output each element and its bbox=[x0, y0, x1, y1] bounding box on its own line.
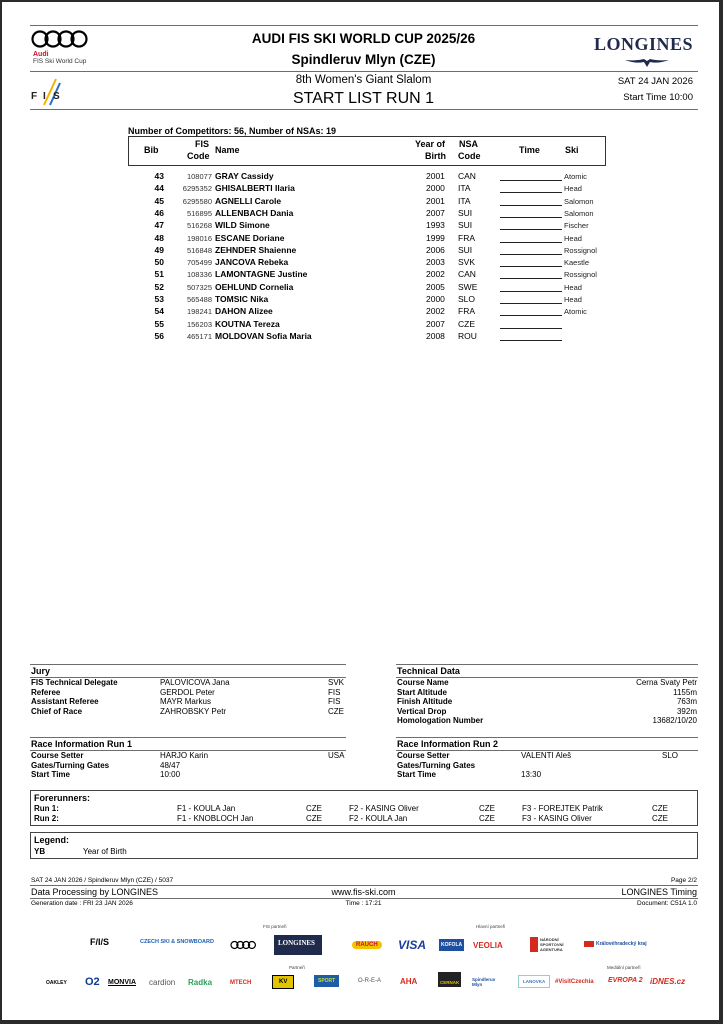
bib: 48 bbox=[154, 232, 164, 243]
time-blank-line bbox=[500, 331, 562, 341]
col-name: Name bbox=[215, 145, 240, 155]
sponsor-kv: KV bbox=[272, 975, 294, 989]
sponsor-lanovka: LANOVKA bbox=[518, 975, 550, 988]
athlete-name: AGNELLI Carole bbox=[215, 195, 282, 206]
jury-label: FIS Technical Delegate bbox=[31, 678, 118, 687]
table-row bbox=[128, 282, 606, 294]
nsa-code: CAN bbox=[458, 171, 476, 181]
forerunner-f2: F2 - KASING Oliver bbox=[349, 804, 419, 813]
time-blank-line bbox=[500, 257, 562, 267]
table-row bbox=[128, 306, 606, 318]
footer-timing: LONGINES Timing bbox=[621, 887, 697, 897]
table-row bbox=[128, 171, 606, 183]
footer-reference: SAT 24 JAN 2026 / Spindleruv Mlyn (CZE) / 5037 bbox=[31, 877, 174, 884]
sponsor-sport: SPORT bbox=[314, 975, 339, 987]
nsa-code: SUI bbox=[458, 244, 473, 255]
ski-brand: Head bbox=[564, 295, 582, 304]
sponsor-cardion: cardion bbox=[149, 978, 176, 987]
technical-value: Cerna Svaty Petr bbox=[636, 678, 697, 687]
year-of-birth: 2006 bbox=[426, 244, 445, 255]
longines-logo: LONGINES bbox=[593, 34, 693, 54]
legend-box bbox=[30, 832, 698, 859]
technical-title: Technical Data bbox=[397, 666, 460, 676]
bib: 56 bbox=[154, 330, 164, 341]
technical-label: Finish Altitude bbox=[397, 697, 453, 707]
time-blank-line bbox=[500, 319, 562, 329]
run1-label: Course Setter bbox=[31, 751, 84, 760]
forerunner-f2-nation: CZE bbox=[479, 814, 495, 823]
nsa-code: SVK bbox=[458, 257, 476, 268]
table-row bbox=[128, 319, 606, 331]
fis-code: 705499 bbox=[186, 258, 212, 268]
ski-brand: Rossignol bbox=[564, 270, 597, 280]
jury-nation: FIS bbox=[328, 687, 341, 697]
time-blank-line bbox=[500, 269, 562, 279]
footer-page: Page 2/2 bbox=[670, 877, 697, 884]
athlete-name: GRAY Cassidy bbox=[215, 171, 274, 181]
athlete-name: GHISALBERTI Ilaria bbox=[215, 183, 295, 194]
jury-label: Chief of Race bbox=[31, 706, 83, 716]
year-of-birth: 2002 bbox=[426, 269, 445, 280]
fis-code: 516268 bbox=[186, 221, 212, 231]
run1-label: Start Time bbox=[31, 770, 70, 780]
run1-label: Gates/Turning Gates bbox=[31, 760, 110, 770]
athlete-name: DAHON Alizee bbox=[215, 306, 273, 317]
sponsor-radka: Radka bbox=[188, 978, 213, 987]
forerunners-title: Forerunners: bbox=[34, 793, 91, 803]
bib: 54 bbox=[154, 306, 164, 317]
forerunner-f2: F2 - KOULA Jan bbox=[349, 814, 408, 823]
legend-desc: Year of Birth bbox=[83, 847, 127, 856]
header-top-rule bbox=[30, 25, 698, 26]
fis-partners-caption: FIS partneři bbox=[263, 924, 287, 929]
year-of-birth: 1993 bbox=[426, 220, 445, 231]
ski-brand: Fischer bbox=[564, 221, 589, 231]
time-blank-line bbox=[500, 233, 562, 243]
sponsor-nsa: NÁRODNÍ SPORTOVNÍ AGENTURA bbox=[530, 937, 570, 952]
jury-name: GERDOL Peter bbox=[160, 687, 215, 697]
run2-label: Start Time bbox=[397, 770, 436, 780]
technical-label: Course Name bbox=[397, 678, 449, 687]
forerunner-f1-nation: CZE bbox=[306, 814, 322, 823]
table-row bbox=[128, 196, 606, 208]
athlete-name: KOUTNA Tereza bbox=[215, 318, 280, 329]
run1-value: HARJO Karin bbox=[160, 751, 209, 760]
sponsor-fis-logo: F/I/S bbox=[90, 937, 110, 947]
jury-nation: SVK bbox=[328, 678, 345, 687]
fis-code: 108336 bbox=[186, 270, 212, 280]
bib: 44 bbox=[154, 183, 164, 194]
ski-brand: Head bbox=[564, 282, 582, 292]
athlete-name: ALLENBACH Dania bbox=[215, 207, 294, 218]
fis-code: 565488 bbox=[186, 295, 212, 304]
header-mid-rule bbox=[30, 71, 698, 72]
footer-time: Time : 17:21 bbox=[345, 900, 382, 907]
technical-value: 392m bbox=[676, 706, 697, 716]
sponsor-veolia: VEOLIA bbox=[473, 941, 503, 950]
run2-label: Gates/Turning Gates bbox=[397, 760, 476, 770]
year-of-birth: 2008 bbox=[426, 330, 445, 341]
bib: 55 bbox=[154, 318, 164, 329]
time-blank-line bbox=[500, 282, 562, 292]
svg-text:S: S bbox=[53, 91, 60, 102]
jury-rule-top bbox=[30, 664, 346, 665]
run1-nation: USA bbox=[328, 751, 345, 760]
forerunner-run-label: Run 2: bbox=[34, 814, 59, 823]
athlete-name: WILD Simone bbox=[215, 220, 270, 231]
nsa-code: FRA bbox=[458, 306, 475, 317]
jury-nation: FIS bbox=[328, 697, 341, 707]
bib: 49 bbox=[154, 244, 164, 255]
table-row bbox=[128, 220, 606, 232]
sponsor-oakley: OAKLEY bbox=[46, 980, 67, 986]
col-bib: Bib bbox=[144, 145, 159, 155]
fis-code: 198016 bbox=[186, 233, 212, 243]
year-of-birth: 2000 bbox=[426, 294, 445, 304]
header-bottom-rule bbox=[30, 109, 698, 110]
partners-caption: Partneři bbox=[289, 965, 305, 970]
sponsor-longines: LONGINES bbox=[274, 935, 322, 955]
table-row bbox=[128, 331, 606, 343]
year-of-birth: 2002 bbox=[426, 306, 445, 317]
sponsor-spindleruv-mlyn: Spindleruv Mlyn bbox=[472, 977, 496, 987]
audi-brand-text: Audi bbox=[33, 51, 49, 58]
run2-value: VALENTI Aleš bbox=[521, 751, 572, 760]
col-nsa-1: NSA bbox=[459, 139, 479, 149]
footer-rule-top bbox=[30, 885, 698, 886]
forerunners-box bbox=[30, 790, 698, 826]
ski-brand: Atomic bbox=[564, 307, 587, 317]
col-time: Time bbox=[519, 145, 540, 155]
sponsor-mtech: MTECH bbox=[230, 980, 252, 986]
sponsor-monvia: MONVIA bbox=[108, 979, 136, 986]
svg-text:F: F bbox=[31, 91, 38, 102]
fis-code: 507325 bbox=[186, 282, 212, 292]
sponsor-visit-czechia: #VisitCzechia bbox=[555, 979, 594, 985]
nsa-code: ITA bbox=[458, 183, 471, 194]
time-blank-line bbox=[500, 294, 562, 304]
sponsor-visa: VISA bbox=[398, 938, 427, 952]
table-row bbox=[128, 245, 606, 257]
ski-brand: Head bbox=[564, 233, 582, 243]
race-start-time: Start Time 10:00 bbox=[623, 92, 693, 103]
bib: 47 bbox=[154, 220, 164, 231]
bib: 46 bbox=[154, 207, 164, 218]
nsa-code: SUI bbox=[458, 220, 473, 231]
bib: 51 bbox=[154, 269, 164, 280]
main-partners-caption: Hlavní partneři bbox=[476, 924, 506, 929]
run1-rule-top bbox=[30, 737, 346, 738]
sponsor-idnes: iDNES.cz bbox=[650, 977, 686, 986]
sponsor-cernak: CERNAK bbox=[438, 972, 461, 987]
sponsor-o2: O2 bbox=[85, 976, 100, 988]
technical-section bbox=[397, 678, 697, 726]
time-blank-line bbox=[500, 220, 562, 230]
table-row bbox=[128, 257, 606, 269]
fis-code: 156203 bbox=[186, 319, 212, 329]
time-blank-line bbox=[500, 196, 562, 206]
start-list-page bbox=[2, 2, 719, 1020]
nsa-code: ITA bbox=[458, 195, 471, 206]
jury-name: PALOVICOVA Jana bbox=[160, 678, 230, 687]
bib: 50 bbox=[154, 257, 164, 268]
forerunners-run2 bbox=[34, 814, 694, 824]
jury-label: Assistant Referee bbox=[31, 697, 99, 707]
nsa-code: SUI bbox=[458, 207, 473, 218]
sponsor-evropa2: EVROPA 2 bbox=[608, 977, 643, 984]
technical-label: Homologation Number bbox=[397, 716, 484, 726]
table-row bbox=[128, 233, 606, 245]
forerunner-run-label: Run 1: bbox=[34, 804, 59, 813]
race-name: 8th Women's Giant Slalom bbox=[295, 74, 432, 86]
media-partners-caption: Mediální partneři bbox=[607, 965, 641, 970]
athlete-name: LAMONTAGNE Justine bbox=[215, 269, 308, 280]
nsa-code: ROU bbox=[458, 330, 477, 341]
fis-code: 516848 bbox=[186, 245, 212, 255]
technical-value: 13682/10/20 bbox=[652, 716, 697, 726]
forerunner-f1-nation: CZE bbox=[306, 804, 322, 813]
race-date: SAT 24 JAN 2026 bbox=[617, 76, 693, 87]
forerunner-f1: F1 - KNOBLOCH Jan bbox=[177, 814, 254, 823]
athlete-name: MOLDOVAN Sofia Maria bbox=[215, 330, 312, 341]
forerunner-f3-nation: CZE bbox=[652, 814, 668, 823]
ski-brand: Kaestle bbox=[564, 258, 590, 268]
time-blank-line bbox=[500, 245, 562, 255]
forerunner-f2-nation: CZE bbox=[479, 804, 495, 813]
footer-document: Document: C51A 1.0 bbox=[637, 900, 697, 907]
forerunners-run1 bbox=[34, 804, 694, 814]
forerunner-f3-nation: CZE bbox=[652, 804, 668, 813]
nsa-code: FRA bbox=[458, 232, 475, 243]
year-of-birth: 2001 bbox=[426, 195, 445, 206]
time-blank-line bbox=[500, 208, 562, 218]
sponsor-czech-ski: CZECH SKI & SNOWBOARD bbox=[140, 939, 214, 945]
fis-code: 6295580 bbox=[182, 196, 212, 206]
competitor-summary: Number of Competitors: 56, Number of NSAs: 19 bbox=[128, 126, 337, 136]
technical-label: Vertical Drop bbox=[397, 706, 447, 716]
forerunner-f3: F3 - FOREJTEK Patrik bbox=[522, 804, 603, 813]
footer-generation-date: Generation date : FRI 23 JAN 2026 bbox=[31, 900, 133, 907]
year-of-birth: 2001 bbox=[426, 171, 445, 181]
fis-code: 198241 bbox=[186, 307, 212, 317]
legend-key: YB bbox=[34, 847, 46, 856]
run2-nation: SLO bbox=[662, 751, 679, 760]
jury-section bbox=[31, 678, 347, 716]
col-yob-2: Birth bbox=[425, 151, 446, 161]
sponsor-rauch: RAUCH bbox=[352, 941, 382, 949]
sponsor-kralovehradecky: Královéhradecký kraj bbox=[584, 941, 647, 947]
bib: 43 bbox=[154, 171, 164, 181]
jury-name: MAYR Markus bbox=[160, 697, 211, 707]
footer-website[interactable]: www.fis-ski.com bbox=[331, 887, 396, 897]
sponsor-aha: AHA bbox=[400, 977, 418, 986]
ski-brand: Head bbox=[564, 184, 582, 194]
run2-value: 13:30 bbox=[521, 770, 542, 780]
time-blank-line bbox=[500, 171, 562, 181]
athlete-name: JANCOVA Rebeka bbox=[215, 257, 289, 268]
table-row bbox=[128, 183, 606, 195]
year-of-birth: 2007 bbox=[426, 318, 445, 329]
document-title: START LIST RUN 1 bbox=[292, 90, 435, 107]
fis-code: 6295352 bbox=[182, 184, 212, 194]
run2-label: Course Setter bbox=[397, 751, 450, 760]
col-yob-1: Year of bbox=[415, 139, 446, 149]
col-fis-code-2: Code bbox=[187, 151, 210, 161]
year-of-birth: 2005 bbox=[426, 281, 445, 292]
run2-section bbox=[397, 751, 697, 780]
bib: 52 bbox=[154, 281, 164, 292]
athlete-name: ZEHNDER Shaienne bbox=[215, 244, 297, 255]
event-title: AUDI FIS SKI WORLD CUP 2025/26 bbox=[251, 31, 476, 46]
run2-title: Race Information Run 2 bbox=[397, 739, 499, 749]
ski-brand: Salomon bbox=[564, 208, 594, 218]
fis-code: 516895 bbox=[186, 208, 212, 218]
nsa-code: CZE bbox=[458, 318, 475, 329]
fis-code: 108077 bbox=[186, 172, 212, 181]
technical-label: Start Altitude bbox=[397, 687, 447, 697]
sponsor-kofola: KOFOLA bbox=[439, 939, 464, 951]
table-row bbox=[128, 294, 606, 306]
time-blank-line bbox=[500, 183, 562, 193]
time-blank-line bbox=[500, 306, 562, 316]
technical-rule-top bbox=[396, 664, 698, 665]
ski-brand: Salomon bbox=[564, 196, 594, 206]
nsa-code: SWE bbox=[458, 281, 478, 292]
athlete-name: ESCANE Doriane bbox=[215, 232, 285, 243]
col-nsa-2: Code bbox=[458, 151, 481, 161]
col-fis-code-1: FIS bbox=[195, 139, 210, 149]
ski-brand: Atomic bbox=[564, 172, 587, 181]
jury-label: Referee bbox=[31, 687, 61, 697]
nsa-code: CAN bbox=[458, 269, 476, 280]
legend-title: Legend: bbox=[34, 835, 69, 845]
forerunner-f1: F1 - KOULA Jan bbox=[177, 804, 236, 813]
svg-text:I: I bbox=[43, 91, 46, 102]
athlete-name: TOMSIC Nika bbox=[215, 294, 269, 304]
year-of-birth: 2000 bbox=[426, 183, 445, 194]
jury-name: ZAHROBSKY Petr bbox=[160, 706, 227, 716]
sponsor-audi-icon bbox=[230, 937, 256, 955]
athlete-name: OEHLUND Cornelia bbox=[215, 281, 294, 292]
table-row bbox=[128, 269, 606, 281]
bib: 53 bbox=[154, 294, 164, 304]
table-header bbox=[128, 136, 606, 166]
year-of-birth: 2007 bbox=[426, 207, 445, 218]
footer-rule-bottom bbox=[30, 898, 698, 899]
sponsor-orea: O-R-E-A bbox=[358, 978, 381, 984]
fis-code: 465171 bbox=[186, 331, 212, 341]
run1-value: 10:00 bbox=[160, 770, 181, 780]
run1-section bbox=[31, 751, 347, 780]
year-of-birth: 2003 bbox=[426, 257, 445, 268]
run1-title: Race Information Run 1 bbox=[31, 739, 133, 749]
bib: 45 bbox=[154, 195, 164, 206]
audi-sub-text: FIS Ski World Cup bbox=[33, 58, 87, 65]
year-of-birth: 1999 bbox=[426, 232, 445, 243]
run1-value: 48/47 bbox=[160, 760, 181, 770]
jury-nation: CZE bbox=[328, 706, 344, 716]
technical-value: 763m bbox=[676, 697, 697, 707]
table-row bbox=[128, 208, 606, 220]
ski-brand: Rossignol bbox=[564, 245, 597, 255]
venue-title: Spindleruv Mlyn (CZE) bbox=[291, 52, 436, 67]
forerunner-f3: F3 - KASING Oliver bbox=[522, 814, 592, 823]
jury-title: Jury bbox=[31, 666, 51, 676]
nsa-code: SLO bbox=[458, 294, 476, 304]
technical-value: 1155m bbox=[673, 687, 697, 697]
footer-processing: Data Processing by LONGINES bbox=[31, 887, 159, 897]
run2-rule-top bbox=[396, 737, 698, 738]
col-ski: Ski bbox=[565, 145, 579, 155]
